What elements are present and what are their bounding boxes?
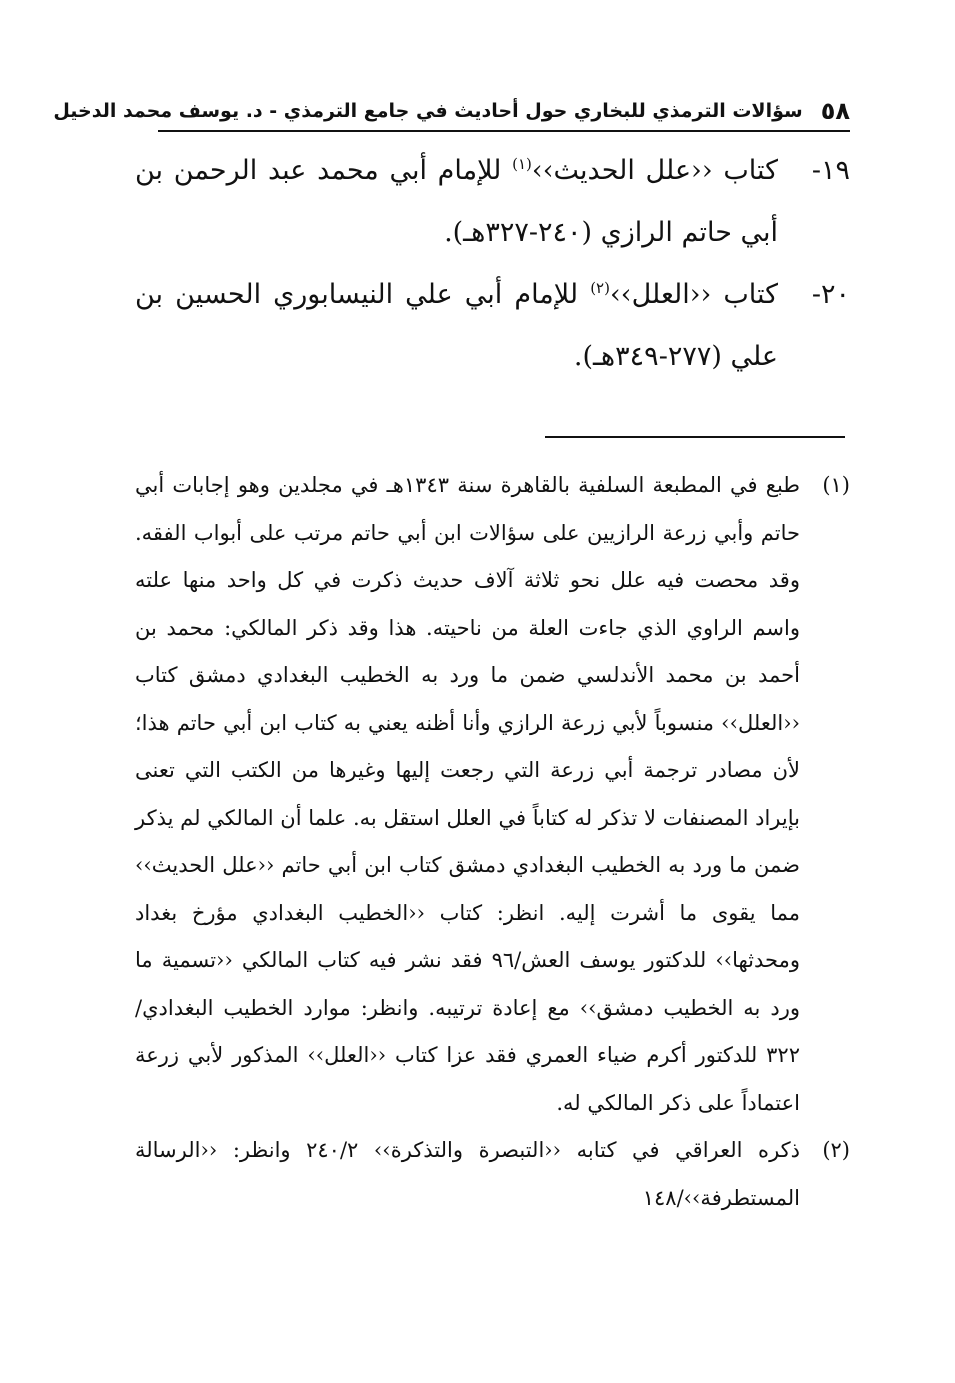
footnote-number: (١)	[822, 473, 850, 497]
entry-description: للإمام أبي محمد عبد الرحمن بن أبي حاتم الرازي (٢٤٠-٣٢٧هـ).	[135, 155, 778, 248]
footnote-divider	[545, 436, 845, 438]
list-item	[135, 140, 850, 264]
page-number: ٥٨	[820, 97, 850, 125]
entry-text	[135, 264, 778, 388]
entry-description: للإمام أبي علي النيسابوري الحسين بن علي (٢٧٧-٣٤٩هـ).	[135, 279, 778, 372]
footnote	[135, 462, 850, 1127]
footnote-text: ذكره العراقي في كتابه ‹‹التبصرة والتذكرة›› ٢٤٠/٢ وانظر: ‹‹الرسالة المستطرفة››/١٤٨	[135, 1138, 800, 1210]
page-header	[53, 92, 850, 132]
running-title: سؤالات الترمذي للبخاري حول أحاديث في جامع الترمذي - د. يوسف محمد الدخيل	[53, 100, 803, 122]
footnote-ref[interactable]: (٢)	[590, 279, 610, 297]
footnote-number: (٢)	[822, 1138, 850, 1162]
footnote	[135, 1127, 850, 1222]
list-item	[135, 264, 850, 388]
entry-title: كتاب ‹‹علل الحديث››	[531, 155, 778, 186]
footnote-ref[interactable]: (١)	[512, 155, 532, 173]
entry-number: ٢٠-	[811, 279, 850, 310]
footnote-text: طبع في المطبعة السلفية بالقاهرة سنة ١٣٤٣هـ في مجلدين وهو إجابات أبي حاتم وأبي زرعة الرازيين على سؤالات ابن أبي حاتم مرتب على أبواب الفقه. وقد محصت فيه علل نحو ثلاثة آلاف حديث ذكرت في كل واحد منها علته واسم الراوي الذي جاءت العلة من ناحيته. هذا وقد ذكر المالكي: محمد بن أحمد بن محمد الأندلسي ضمن ما ورد به الخطيب البغدادي دمشق كتاب ‹‹العلل›› منسوباً لأبي زرعة الرازي وأنا أظنه يعني به كتاب ابن أبي حاتم هذا؛ لأن مصادر ترجمة أبي زرعة التي رجعت إليها وغيرها من الكتب التي تعنى بإيراد المصنفات لا تذكر له كتاباً في العلل استقل به. علما أن المالكي لم يذكر ضمن ما ورد به الخطيب البغدادي دمشق كتاب ابن أبي حاتم ‹‹علل الحديث›› مما يقوى ما أشرت إليه. انظر: كتاب ‹‹الخطيب البغدادي مؤرخ بغداد ومحدثها›› للدكتور يوسف العش/٩٦ فقد نشر فيه كتاب المالكي ‹‹تسمية ما ورد به الخطيب دمشق›› مع إعادة ترتيبه. وانظر: موارد الخطيب البغدادي/٣٢٢ للدكتور أكرم ضياء العمري فقد عزا كتاب ‹‹العلل›› المذكور لأبي زرعة اعتماداً على ذكر المالكي له.	[135, 473, 800, 1115]
footnotes	[135, 462, 850, 1222]
main-text	[135, 140, 850, 388]
entry-number: ١٩-	[811, 155, 850, 186]
entry-title: كتاب ‹‹العلل››	[609, 279, 779, 310]
entry-text	[135, 140, 778, 264]
